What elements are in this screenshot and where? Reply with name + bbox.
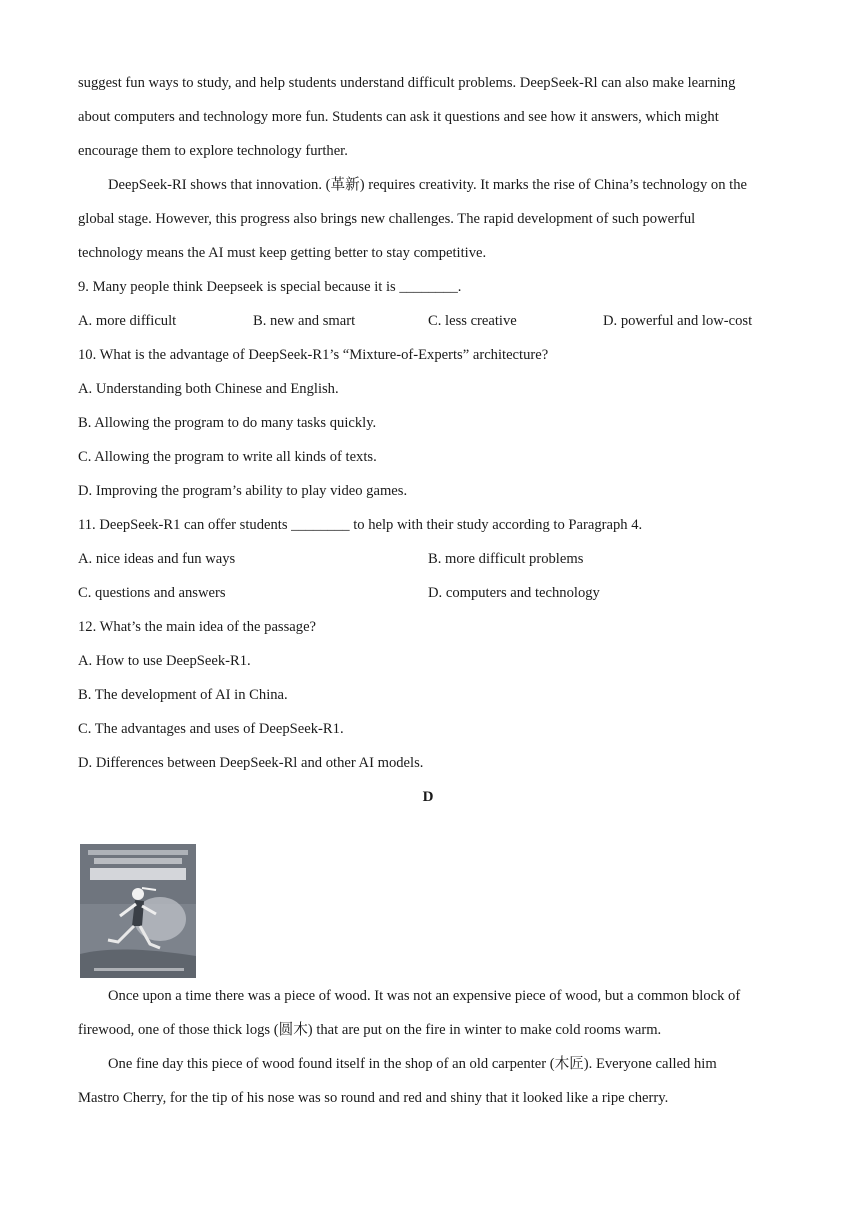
option-d: D. Differences between DeepSeek-Rl and other AI models.: [78, 755, 424, 771]
option-c: C. The advantages and uses of DeepSeek-R1.: [78, 721, 344, 737]
passage-line: technology means the AI must keep getting better to stay competitive.: [78, 245, 487, 261]
section-d-title: D: [422, 789, 434, 805]
option-a: A. nice ideas and fun ways: [78, 551, 236, 567]
book-cover-image: [80, 844, 196, 978]
passage-line: DeepSeek-RI shows that innovation. (革新) requires creativity. It marks the rise of China’s technology on the: [108, 177, 747, 193]
question-11-stem: 11. DeepSeek-R1 can offer students ________ to help with their study according to Paragraph 4.: [78, 517, 643, 533]
option-c: C. less creative: [428, 313, 517, 329]
option-c: C. Allowing the program to write all kinds of texts.: [78, 449, 377, 465]
option-d: D. computers and technology: [428, 585, 600, 601]
option-d: D. Improving the program’s ability to play video games.: [78, 483, 408, 499]
option-b: B. more difficult problems: [428, 551, 584, 567]
option-c: C. questions and answers: [78, 585, 226, 601]
question-12-stem: 12. What’s the main idea of the passage?: [78, 619, 317, 635]
question-9-stem: 9. Many people think Deepseek is special because it is ________.: [78, 279, 462, 295]
question-11-options-row-1: [78, 542, 778, 576]
option-a: A. How to use DeepSeek-R1.: [78, 653, 251, 669]
option-b: B. The development of AI in China.: [78, 687, 288, 703]
passage-line: suggest fun ways to study, and help students understand difficult problems. DeepSeek-Rl can also make learning: [78, 75, 736, 91]
paragraph-2-line: One fine day this piece of wood found itself in the shop of an old carpenter (木匠). Everyone called him: [108, 1056, 717, 1072]
passage-line: about computers and technology more fun. Students can ask it questions and see how it answers, which might: [78, 109, 719, 125]
paragraph-1-line: Once upon a time there was a piece of wood. It was not an expensive piece of wood, but a common block of: [108, 988, 741, 1004]
passage-line: global stage. However, this progress also brings new challenges. The rapid development of such powerful: [78, 211, 696, 227]
question-11-options-row-2: [78, 576, 778, 610]
option-d: D. powerful and low-cost: [603, 313, 753, 329]
option-a: A. Understanding both Chinese and English.: [78, 381, 339, 397]
question-10-stem: 10. What is the advantage of DeepSeek-R1’s “Mixture-of-Experts” architecture?: [78, 347, 549, 363]
paragraph-2-line: Mastro Cherry, for the tip of his nose was so round and red and shiny that it looked like a ripe cherry.: [78, 1090, 669, 1106]
passage-line: encourage them to explore technology further.: [78, 143, 348, 159]
option-b: B. new and smart: [253, 313, 356, 329]
passage-c-and-questions: [78, 66, 778, 814]
book-cover-illustration: [80, 844, 196, 978]
option-b: B. Allowing the program to do many tasks quickly.: [78, 415, 377, 431]
option-a: A. more difficult: [78, 313, 177, 329]
question-9-options: [78, 304, 778, 338]
paragraph-1-line: firewood, one of those thick logs (圆木) that are put on the fire in winter to make cold rooms warm.: [78, 1022, 662, 1038]
passage-d: [78, 979, 778, 1115]
